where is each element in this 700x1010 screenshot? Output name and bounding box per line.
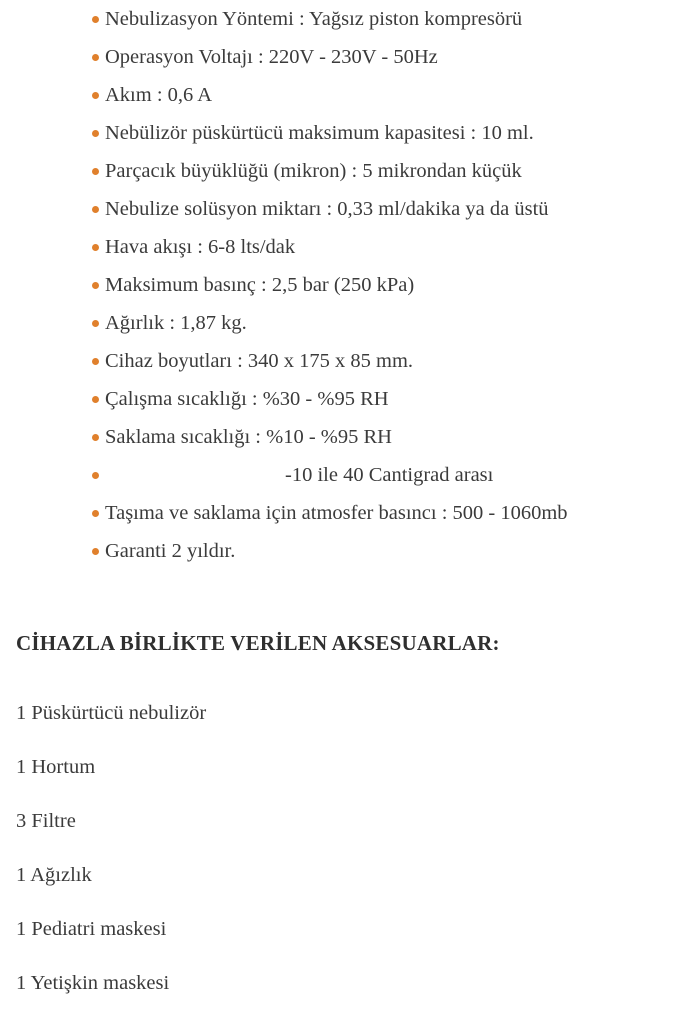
- spec-item-label: Taşıma ve saklama için atmosfer basıncı : 500 - 1060mb: [105, 502, 568, 524]
- bullet-icon: [92, 510, 99, 517]
- spec-item-label: Nebulizasyon Yöntemi : Yağsız piston kompresörü: [105, 8, 523, 30]
- spec-list-item: [0, 114, 700, 152]
- accessory-list-item: 1 Ağızlık: [16, 864, 92, 886]
- spec-item-label: Cihaz boyutları : 340 x 175 x 85 mm.: [105, 350, 414, 372]
- spec-list-item: [0, 0, 700, 38]
- spec-list-item: [0, 304, 700, 342]
- spec-list-item: [0, 456, 700, 494]
- accessory-list: [0, 686, 700, 1010]
- bullet-icon: [92, 54, 99, 61]
- spec-list-item: [0, 494, 700, 532]
- bullet-icon: [92, 168, 99, 175]
- bullet-icon: [92, 396, 99, 403]
- spec-item-label: Çalışma sıcaklığı : %30 - %95 RH: [105, 388, 389, 410]
- accessory-list-item: 1 Hortum: [16, 756, 96, 778]
- spec-list-item: [0, 418, 700, 456]
- spec-list-item: [0, 266, 700, 304]
- accessory-list-item: 1 Pediatri maskesi: [16, 918, 167, 940]
- spec-list-item: [0, 38, 700, 76]
- spec-item-label: Garanti 2 yıldır.: [105, 540, 236, 562]
- bullet-icon: [92, 130, 99, 137]
- spec-list-item: [0, 380, 700, 418]
- spec-item-label: Ağırlık : 1,87 kg.: [105, 312, 247, 334]
- spec-list-item: [0, 342, 700, 380]
- spec-list-item: [0, 532, 700, 570]
- accessories-section: [0, 628, 700, 1010]
- bullet-icon: [92, 472, 99, 479]
- spec-item-label: Parçacık büyüklüğü (mikron) : 5 mikrondan küçük: [105, 160, 522, 182]
- bullet-icon: [92, 548, 99, 555]
- spec-list-item: [0, 76, 700, 114]
- spec-item-label: Akım : 0,6 A: [105, 84, 213, 106]
- accessories-heading: CİHAZLA BİRLİKTE VERİLEN AKSESUARLAR:: [16, 631, 500, 655]
- bullet-icon: [92, 206, 99, 213]
- spec-item-label: Operasyon Voltajı : 220V - 230V - 50Hz: [105, 46, 438, 68]
- spec-item-label: Maksimum basınç : 2,5 bar (250 kPa): [105, 274, 415, 296]
- accessory-list-item: 1 Yetişkin maskesi: [16, 972, 170, 994]
- spec-item-label: -10 ile 40 Cantigrad arası: [285, 464, 494, 486]
- spec-list-item: [0, 228, 700, 266]
- spec-list-item: [0, 152, 700, 190]
- spec-list-item: [0, 190, 700, 228]
- bullet-icon: [92, 320, 99, 327]
- bullet-icon: [92, 282, 99, 289]
- spec-item-label: Saklama sıcaklığı : %10 - %95 RH: [105, 426, 392, 448]
- bullet-icon: [92, 16, 99, 23]
- spec-item-label: Hava akışı : 6-8 lts/dak: [105, 236, 296, 258]
- bullet-icon: [92, 92, 99, 99]
- spec-item-label: Nebülizör püskürtücü maksimum kapasitesi : 10 ml.: [105, 122, 534, 144]
- bullet-icon: [92, 358, 99, 365]
- bullet-icon: [92, 434, 99, 441]
- accessory-list-item: 1 Püskürtücü nebulizör: [16, 702, 207, 724]
- accessory-list-item: 3 Filtre: [16, 810, 76, 832]
- spec-item-label: Nebulize solüsyon miktarı : 0,33 ml/dakika ya da üstü: [105, 198, 549, 220]
- bullet-icon: [92, 244, 99, 251]
